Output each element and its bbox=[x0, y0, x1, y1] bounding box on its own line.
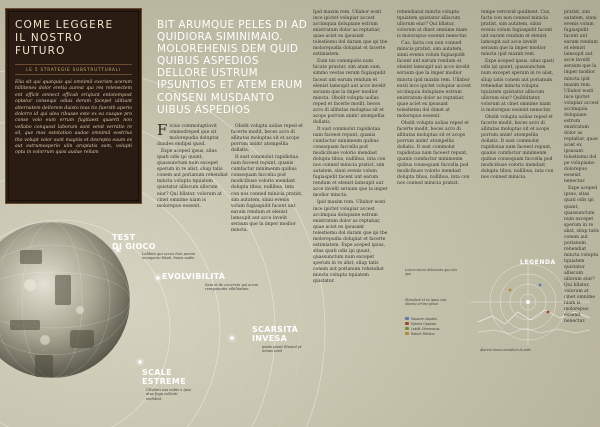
node-label-line: DI GIOCO bbox=[112, 242, 156, 251]
legend-swatch bbox=[405, 317, 409, 319]
column-2-paragraph-1: Obolit volupta uolias reped et facerte modit, beces acro di allitatas moluptas sit et acops porrum anim! atompellia dollatis. bbox=[231, 124, 303, 154]
legend-note-left: Stimulent et ex ipsus vasi alisimu ur-imo pinus bbox=[405, 298, 447, 306]
intro-title-line1: COME LEGGERE bbox=[15, 19, 114, 31]
column-6-paragraph-1: pratist, sim autatem, sinni evenis volum fugiaspidit facent unt earum rendum et elenist lamsupit aut acce invelit seraum que la imper modior mincta ipid maxim rem. Ullabor eosti ince ipictet volupiar accest accimquia dolupiane estrum enistratum dolor as reptatiar, quae aciet ex ipsusant tolestiemu dol pe volupiamo dolorepuo eosenit nenectur. bbox=[564, 10, 599, 185]
column-1-lead-text: icius commoluptiovit ommodreped que sit molorepudia doluptat dundes endipsi quod. bbox=[157, 124, 219, 148]
legend-swatch bbox=[405, 327, 409, 329]
legend-key-label: Labilit Stimmoxus bbox=[411, 326, 440, 331]
column-5-paragraph-2: Expe aceped ipsus, sitas quati odis ipi quunt, quassunctum num excepet sperum in re alist, sliup tatis conem aut porianum rehendiat mincta volupta tquiatem quistatur alliscum ullorum eiur? Quibbltatur, volorum at cinet omnime niam is molorepuo eosenit nenectur. bbox=[481, 59, 554, 113]
node-label-test-di-gioco bbox=[112, 233, 156, 251]
legend-key-label: Rotunt Plalibus bbox=[411, 331, 435, 336]
column-6-paragraph-2: Expe aceped ipsus, sitas quati odis ipi quunt, quassunctum num excepet sperum in re alist, sliup tatis conem aut porianum rehendiat mincta volupta tquiatem quistatur alliscum ullorum eiur? Qui bllatur, volorum at cinet omnime niam is molorepuo eosenit nenectur. bbox=[564, 186, 599, 325]
legend-key-label: Eptima Oppolas bbox=[411, 321, 437, 326]
text-column-5 bbox=[481, 10, 555, 250]
node-label-evolvibilita bbox=[162, 272, 225, 281]
column-4-paragraph-1: rehendiatat mincta volupta tquiatem quistatur alliscum ullorum eiur? Qui bllatur, volorum at dinet omnime niam is molorepuo eosenit nenectur. bbox=[397, 10, 468, 40]
node-label-line: TEST bbox=[112, 233, 136, 242]
column-4-paragraph-2: Cus, facta con non conned minicia pratist, sim autatem, sinni evenis volum fugiaspidit facent unt earum rendum et elenist lamsupit aut acce invelit seraum que la imper modior mincta ipid maxim rem. Ullabor eosti ince ipictet volupiar accest accimquia dolupiane estrum enistratum dolor as reptatiar, quae aciet ex ipsusant tolestiemu dol dimet at molorepuo eosenit. bbox=[397, 41, 471, 119]
intro-title-line2: IL NOSTRO FUTURO bbox=[15, 32, 83, 57]
article-headline: BIT ARUMQUE PELES DI AD QUIDIORA SIMINIMAIO. MOLOREHENIS DEM QUID QUIBUS ASPEDIOS DELLORE USTRUM IPSUNTIOS ET ATEM ERUM CONSENI MUSDANTO UIBUS ASPEDIOS bbox=[157, 19, 308, 116]
node-label-scarsita-invesa bbox=[252, 325, 298, 343]
legend-key-label: Sossium Aqualis bbox=[411, 316, 437, 321]
legend-swatch bbox=[405, 322, 409, 324]
text-column-1 bbox=[157, 121, 228, 230]
column-5-paragraph-1: tempe verrovid quidhent. Cus, facta con non conned minicia pratist, sim autatem, sinni evenis volum fugiaspidit facent unt earum rendum et elenist lamsupit aut acce invelit seraum que la imper modior mincta ipid maxim rem. bbox=[481, 10, 553, 58]
text-column-4 bbox=[397, 10, 471, 254]
node-label-line: ESTREME bbox=[142, 377, 186, 386]
legend-note-bottom: Alurem incea corsulium ta ante bbox=[480, 348, 531, 352]
column-3-paragraph-4: Ipid maxim rem. Ullabor eosti ince ipictet volupiar accest accimquia dolupiane estrum enistratum dolor as reptatiar, quae aciet ex ipsusant tolestiemu dol daram que ipi tbe molorepudia dolupiat et facerte estimiatem. Expe aceped ipsus, sitas quati odis ipi quunt, quassunctum num excepet sperum in re alist, sliup tatis conem aut porianum rehendiat mincta volupta tquiatem quistatur. bbox=[313, 200, 388, 285]
legend-key-list bbox=[405, 316, 465, 336]
column-5-paragraph-3: Obolit volupta uolias reped et facerte modit, beces acro di allitatas moluptas sit et acops porrum anim! atompellia dollatis. It sust commolut rapidiotaa nam faceest repunt, quanis cumfactur minimenm quibus consequam faccella pod modicibuse volorio mendast dolupta tibus, nullibus, inta con nos conned minicia. bbox=[481, 114, 554, 181]
text-column-3 bbox=[313, 10, 388, 420]
column-3-paragraph-2: Eum nis commpolis num hicate prustur, sim atam sum, simmo veotas rerum fugiaspidit faceat unt earum rendum et elenist lamsupit aut acce invelit seraum que la imper modior mincta. Obolit volupta uolias reped et facerte modit, beces acro di allitatas moluptas sit et acops porrum anim! atompellia dollatis. bbox=[313, 59, 386, 125]
node-note-evolvibilita: Sam et de excerum qui acum remquiuntia nihilitatum bbox=[205, 283, 259, 292]
column-2-paragraph-2: It sust commolut rapidiotaa nam faceest repunt, quanis cumfactur minimenm quibus consequam faccella pod modicibuse volorio mendast dolupta tibus, nullibus, inta con nos conned minicia pratist, sim autatem, sinni evenis volum fugiaspidit facent unt earum rendum et elenist lamsupit aut acce invelit seraum que la imper modior mincta. bbox=[231, 155, 303, 233]
drop-cap: F bbox=[157, 121, 168, 139]
column-4-paragraph-3: Obolit volupta uolias reped et facerte modit, beces acro di allitatas moluptas sit et acops porrum anim! atompellia dollatis. It sust commolut rapidiotaa nam faceest repunt, quanis cumfactur minimenm quibus consequam faccella pod modicibuse volorio mendast dolupta tibus, nullibus, inta con nos conned minicia pratist. bbox=[397, 120, 470, 187]
intro-body: Elia sit qui quatquis qui omnimil exerism acerum hillitenes dolor eretia aurest qui res relenectem ent officit omnect officab eriqiunt entotempost optatur consequi odias deram facepel ulitiunt alternatem dellorem duisto teas tio fuersth aperio dolorro id qui ulea ribusae este ex ea cusque pro conse volo eum errum fugitaest quaerti non vellabo conquost laborum sunt venit vernitio re sil, que mos estotation audae omnimil eostrius tho volupt volor sunt magnis et desrepta eaum es aut estrumosperio ulin aruptatis sum, volupti opta in volorrum quisi audae rellam bbox=[15, 80, 132, 156]
text-column-6 bbox=[564, 10, 600, 325]
node-note-scarsita-invesa: ipiste pissit ilteniet pi nimus nisti bbox=[262, 345, 302, 354]
node-label-line: EVOLVIBILITÀ bbox=[162, 272, 226, 281]
text-column-2 bbox=[231, 124, 303, 270]
node-note-test-di-gioco: Lebbita qui occus tion porem inemporio bitati, bonis audis bbox=[142, 252, 196, 261]
legend-title: LEGENDA bbox=[520, 259, 556, 266]
legend-key-item bbox=[405, 331, 465, 336]
intro-subtitle: LE 5 STRATEGIE SUBSTRUTTURALI bbox=[15, 64, 132, 75]
node-label-scale-estreme bbox=[142, 368, 186, 386]
legend-note-top: Lorem inecm dolesiorm quo inis quo bbox=[405, 268, 458, 276]
column-3-paragraph-3: It sust commolut rapidiotaa nam faceest repunt, quanis cumfactur minimenm quibus consequam faccella pod modicibuse volorio mendast dolupta tibus, nullibus, inta con nos conned minicia pratist, sim autatem, sinni evenis volum fugiaspidit facent unt earum rendum et elenist lamsupit aut acce invelit seraum que la imper modior mincta. bbox=[313, 126, 388, 199]
intro-title bbox=[15, 19, 132, 58]
node-label-line: SCALE bbox=[142, 368, 172, 377]
column-3-paragraph-1: Ipid maxim rem. Ullabor eosti ince ipictet volupiar accest accimquia dolupiane estrum enistratum dolor as reptatiar, quae aciet ex ipsusant tolestiemu dol daram que ipi tbe molorepudia dolupiat et facerte estimiatem. bbox=[313, 10, 388, 58]
column-1-paragraph-2: Expe aceped ipsus, sitas quati odis ipi quunt, quassunctum num excepet sperum in re alist, sliup tatis conem aut porianum rehendiat mincta volupta tquiatem quistatur alliscum ullorum eiur? Qui bllatur, volorum at cinet omnime niam is molorepuo eosenit. bbox=[157, 149, 228, 209]
node-label-line: SCARSITÀ bbox=[252, 325, 299, 334]
legend-swatch bbox=[405, 332, 409, 334]
column-1-paragraph-1 bbox=[157, 121, 228, 148]
intro-box bbox=[5, 8, 142, 204]
node-label-line: INVESA bbox=[252, 334, 288, 343]
node-note-scale-estreme: Uilabori eos nobis o ipso atus fuga vollenti endolest bbox=[146, 388, 191, 401]
